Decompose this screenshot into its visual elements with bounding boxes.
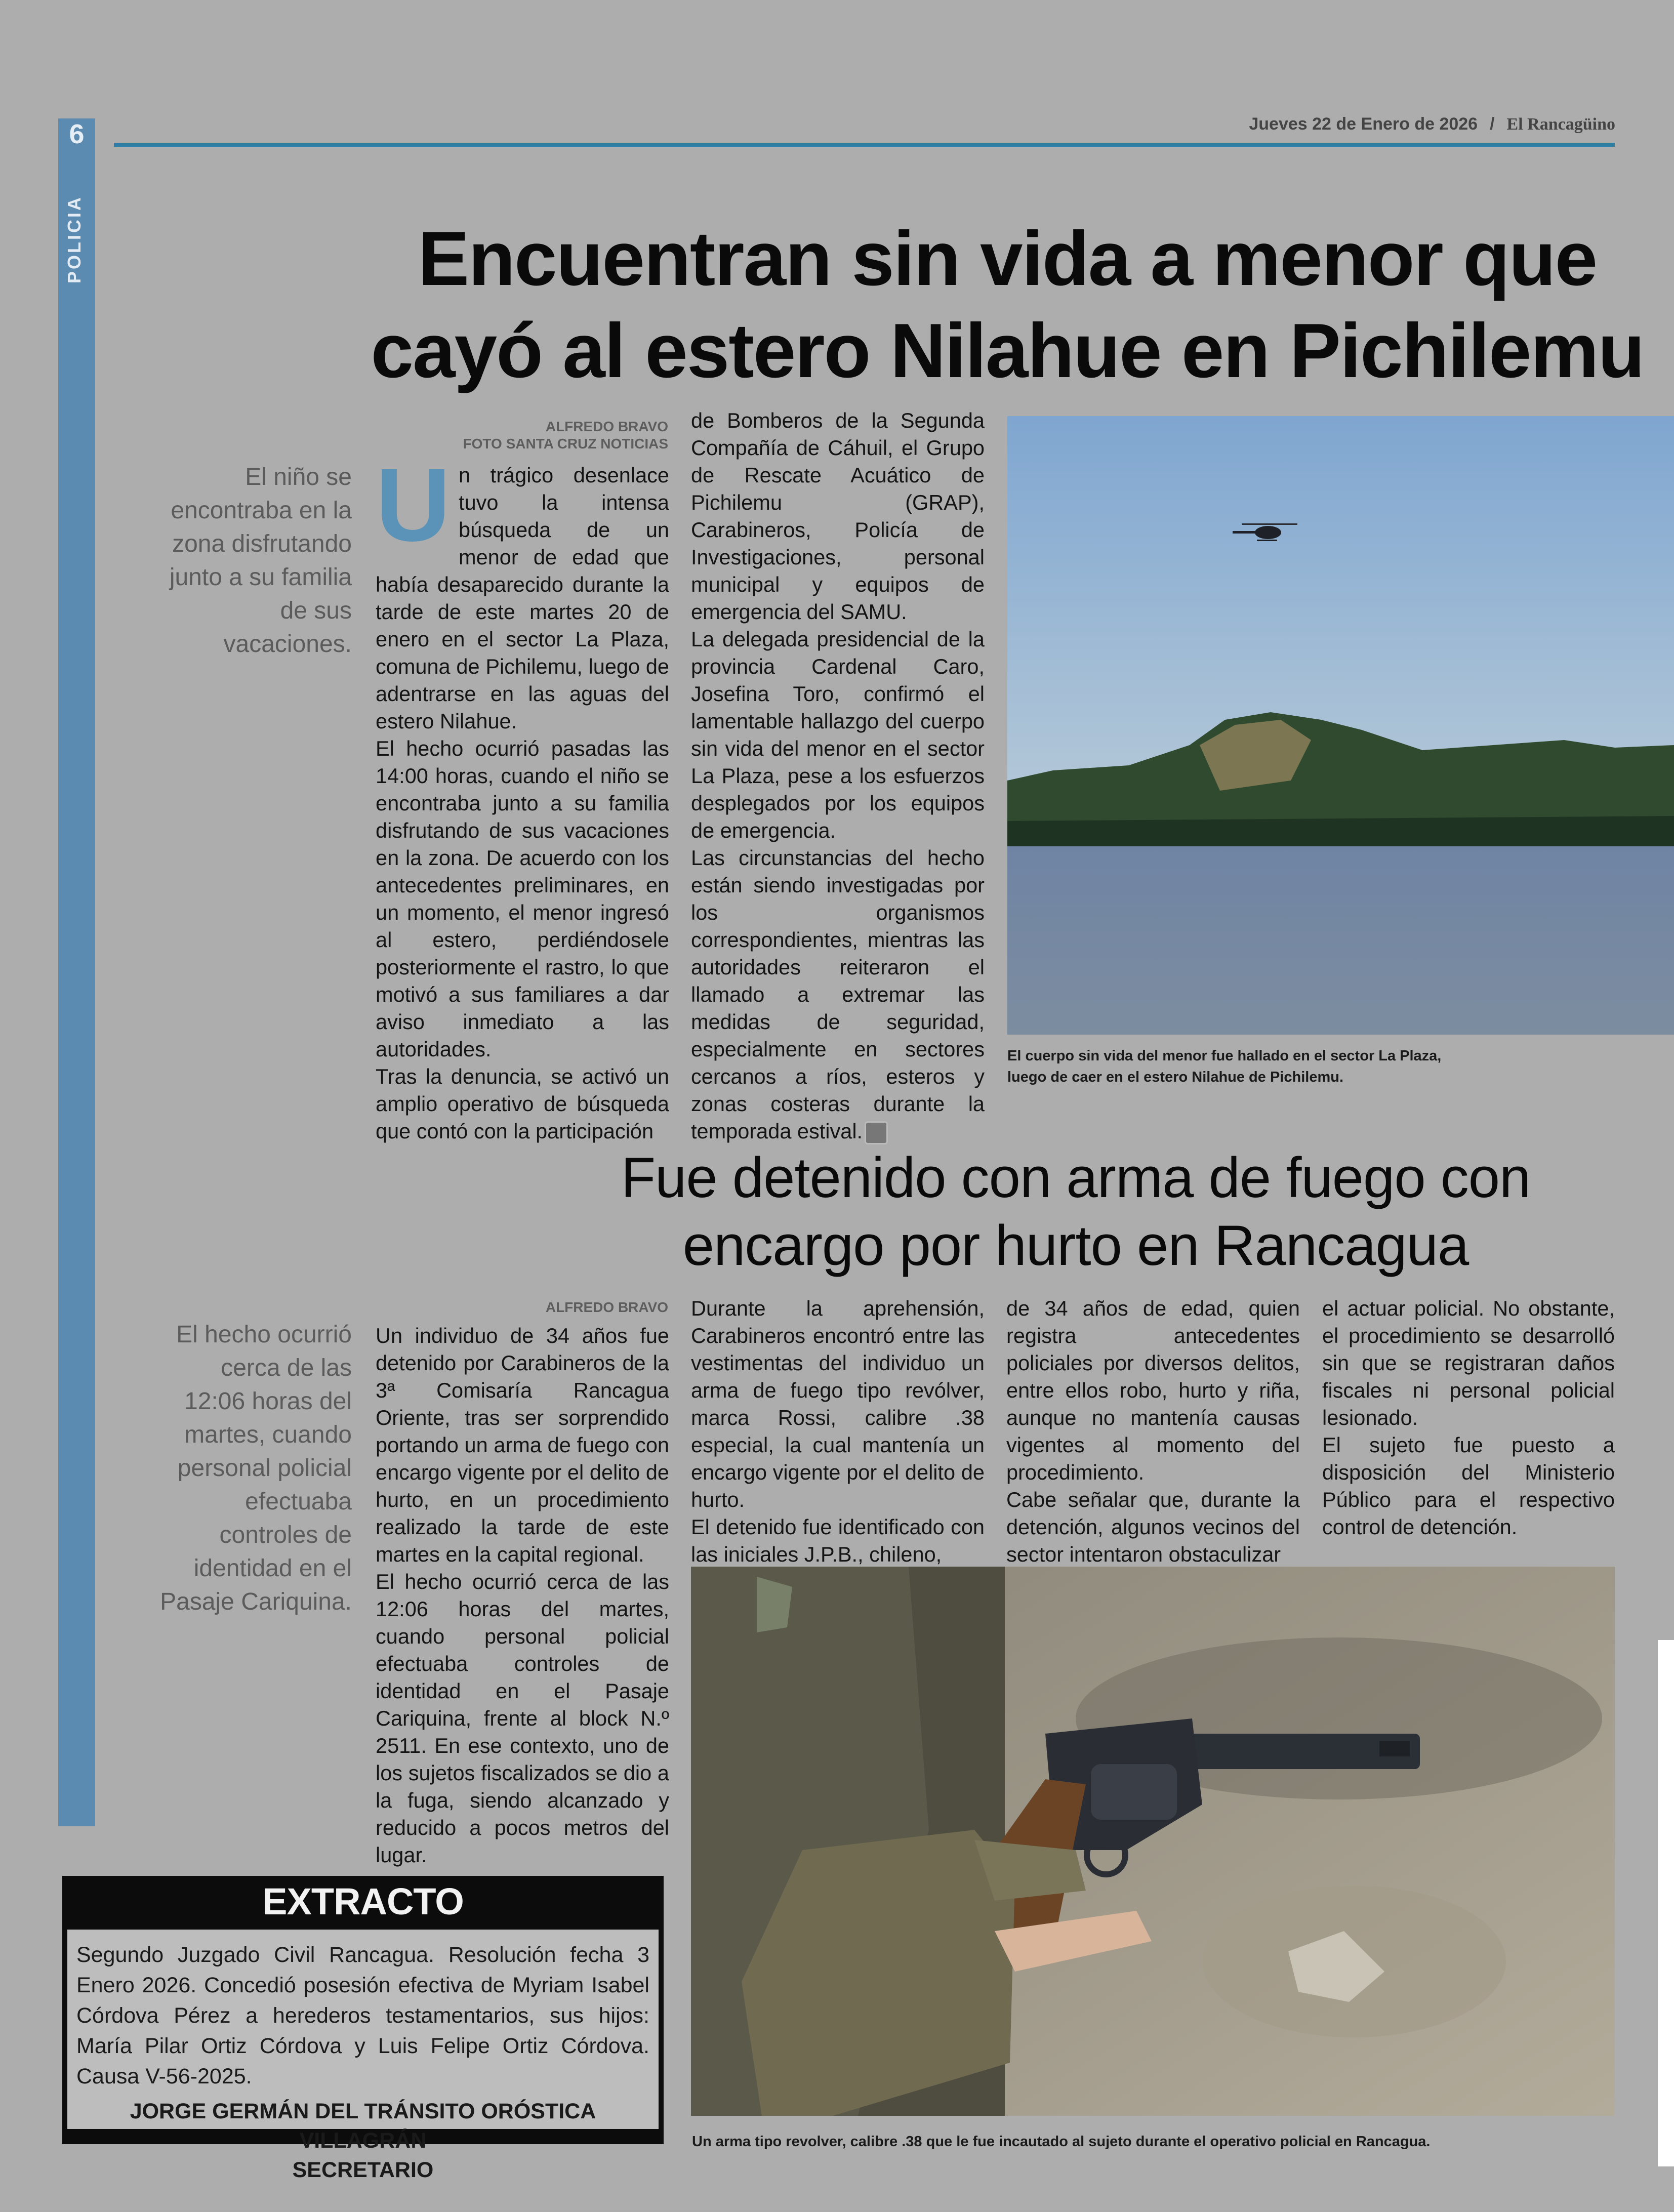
article2-photo — [691, 1567, 1615, 2116]
article1-byline-author: ALFREDO BRAVO — [545, 419, 668, 434]
header-meta — [1249, 114, 1615, 134]
article2-column-3 — [1006, 1295, 1300, 1568]
extracto-body — [67, 1930, 659, 2182]
article2-col3-paragraph-2: Cabe señalar que, durante la detención, algunos vecinos del sector intentaron obstaculizar — [1006, 1488, 1300, 1566]
article2-column-2 — [691, 1295, 985, 1568]
issue-date: Jueves 22 de Enero de 2026 — [1249, 114, 1478, 134]
article2-headline — [506, 1144, 1645, 1280]
article2-headline-line1: Fue detenido con arma de fuego con — [621, 1146, 1531, 1209]
article2-byline — [377, 1299, 668, 1316]
article2-col1-paragraph-2: El hecho ocurrió cerca de las 12:06 horas del martes, cuando personal policial efectuaba controles de identidad en el Pasaje Cariquina, frente al block N.º 2511. En ese contexto, uno de los sujetos fiscalizados se dio a la fuga, siendo alcanzado y reducido a pocos metros del lugar. — [376, 1570, 669, 1867]
article1-col2-paragraph-3-text: Las circunstancias del hecho están siendo investigadas por los organismos correspondientes, mientras las autoridades reiteraron el llamado a extremar las medidas de seguridad, especialmente en sectores cercanos a ríos, esteros y zonas costeras durante la temporada estival. — [691, 846, 985, 1143]
article1-headline-line2: cayó al estero Nilahue en Pichilemu — [371, 308, 1644, 394]
article1-col2-paragraph-3 — [691, 844, 985, 1145]
article2-col4-paragraph-2: El sujeto fue puesto a disposición del Ministerio Público para el respectivo control de detención. — [1322, 1433, 1615, 1539]
extracto-notice — [62, 1876, 664, 2182]
publication-name: El Rancagüino — [1506, 115, 1615, 134]
article1-column-2 — [691, 407, 985, 1145]
article2-byline-author: ALFREDO BRAVO — [545, 1299, 668, 1315]
article2-caption: Un arma tipo revolver, calibre .38 que le fue incautado al sujeto durante el operativo policial en Rancagua. — [692, 2134, 1431, 2150]
article2-col3-paragraph-1: de 34 años de edad, quien registra antecedentes policiales por diversos delitos, entre ellos robo, hurto y riña, aunque no mantenía causas vigentes al momento del procedimiento. — [1006, 1296, 1300, 1484]
extracto-text: Segundo Juzgado Civil Rancagua. Resolución fecha 3 Enero 2026. Concedió posesión efectiva de Myriam Isabel Córdova Pérez a herederos testamentarios, sus hijos: María Pilar Ortiz Córdova y Luis Felipe Ortiz Córdova. Causa V-56-2025. — [76, 1943, 649, 2088]
article2-headline-line2: encargo por hurto en Rancagua — [682, 1214, 1469, 1278]
article1-caption-line2: luego de caer en el estero Nilahue de Pichilemu. — [1007, 1069, 1343, 1085]
article1-column-1 — [376, 447, 669, 1145]
article1-headline — [364, 213, 1650, 397]
article1-col1-paragraph-2: El hecho ocurrió pasadas las 14:00 horas, cuando el niño se encontraba junto a su familia disfrutando de sus vacaciones en la zona. De acuerdo con los antecedentes preliminares, en un momento, el menor ingresó al estero, perdiéndosele posteriormente el rastro, lo que motivó a sus familiares a dar aviso inmediato a las autoridades. — [376, 736, 669, 1061]
header-separator: / — [1490, 114, 1495, 134]
extracto-title: EXTRACTO — [262, 1880, 464, 1922]
article1-caption — [1007, 1045, 1665, 1088]
article1-col2-paragraph-1: de Bomberos de la Segunda Compañía de Cáhuil, el Grupo de Rescate Acuático de Pichilemu (GRAP), Carabineros, Policía de Investigaciones, personal municipal y equipos de emergencia del SAMU. — [691, 408, 985, 624]
article1-photo — [1007, 416, 1674, 1035]
extracto-signer: JORGE GERMÁN DEL TRÁNSITO ORÓSTICA VILLAGRÁN — [130, 2099, 596, 2153]
article2-column-4 — [1322, 1295, 1615, 1541]
article1-col1-paragraph-3: Tras la denuncia, se activó un amplio operativo de búsqueda que contó con la participación — [376, 1064, 669, 1143]
article1-col1-paragraph-1: n trágico desenlace tuvo la intensa búsqueda de un menor de edad que había desaparecido durante la tarde de este martes 20 de enero en el sector La Plaza, comuna de Pichilemu, luego de adentrarse en las aguas del estero Nilahue. — [376, 463, 669, 733]
extracto-signer-title: SECRETARIO — [292, 2158, 434, 2182]
scan-edge-strip — [1658, 1640, 1674, 2166]
article1-pullquote: El niño se encontraba en la zona disfrutando junto a su familia de sus vacaciones. — [169, 464, 352, 658]
revolver-photo — [691, 1567, 1615, 2116]
section-sidebar-bar — [58, 118, 95, 1826]
page-number: 6 — [69, 119, 85, 149]
article2-col2-paragraph-1: Durante la aprehensión, Carabineros encontró entre las vestimentas del individuo un arma de fuego tipo revólver, marca Rossi, calibre .38 especial, la cual mantenía un encargo vigente por el delito de hurto. — [691, 1296, 985, 1511]
article2-col4-paragraph-1: el actuar policial. No obstante, el procedimiento se desarrolló sin que se registraran daños fiscales ni personal policial lesionado. — [1322, 1296, 1615, 1429]
article1-byline-photo: FOTO SANTA CRUZ NOTICIAS — [463, 436, 668, 452]
article1-dropcap: U — [376, 447, 451, 563]
article1-headline-line1: Encuentran sin vida a menor que — [418, 216, 1597, 302]
header-rule — [114, 143, 1615, 147]
section-label: POLICIA — [64, 195, 85, 283]
article1-col2-paragraph-2: La delegada presidencial de la provincia Cardenal Caro, Josefina Toro, confirmó el lamentable hallazgo del cuerpo sin vida del menor en el sector La Plaza, pese a los esfuerzos desplegados por los equipos de emergencia. — [691, 627, 985, 842]
article2-column-1 — [376, 1322, 669, 1869]
article2-col1-paragraph-1: Un individuo de 34 años fue detenido por Carabineros de la 3ª Comisaría Rancagua Oriente, tras ser sorprendido portando un arma de fuego con encargo vigente por el delito de hurto, en un procedimiento realizado la tarde de este martes en la capital regional. — [376, 1324, 669, 1566]
end-of-article-icon — [865, 1121, 888, 1144]
extracto-signature — [76, 2097, 649, 2185]
estuary-helicopter-photo — [1007, 416, 1674, 1035]
article2-col2-paragraph-2: El detenido fue identificado con las iniciales J.P.B., chileno, — [691, 1515, 985, 1566]
article2-pullquote: El hecho ocurrió cerca de las 12:06 horas del martes, cuando personal policial efectuaba controles de identidad en el Pasaje Cariquina. — [160, 1321, 352, 1615]
article1-caption-line1: El cuerpo sin vida del menor fue hallado en el sector La Plaza, — [1007, 1048, 1442, 1064]
